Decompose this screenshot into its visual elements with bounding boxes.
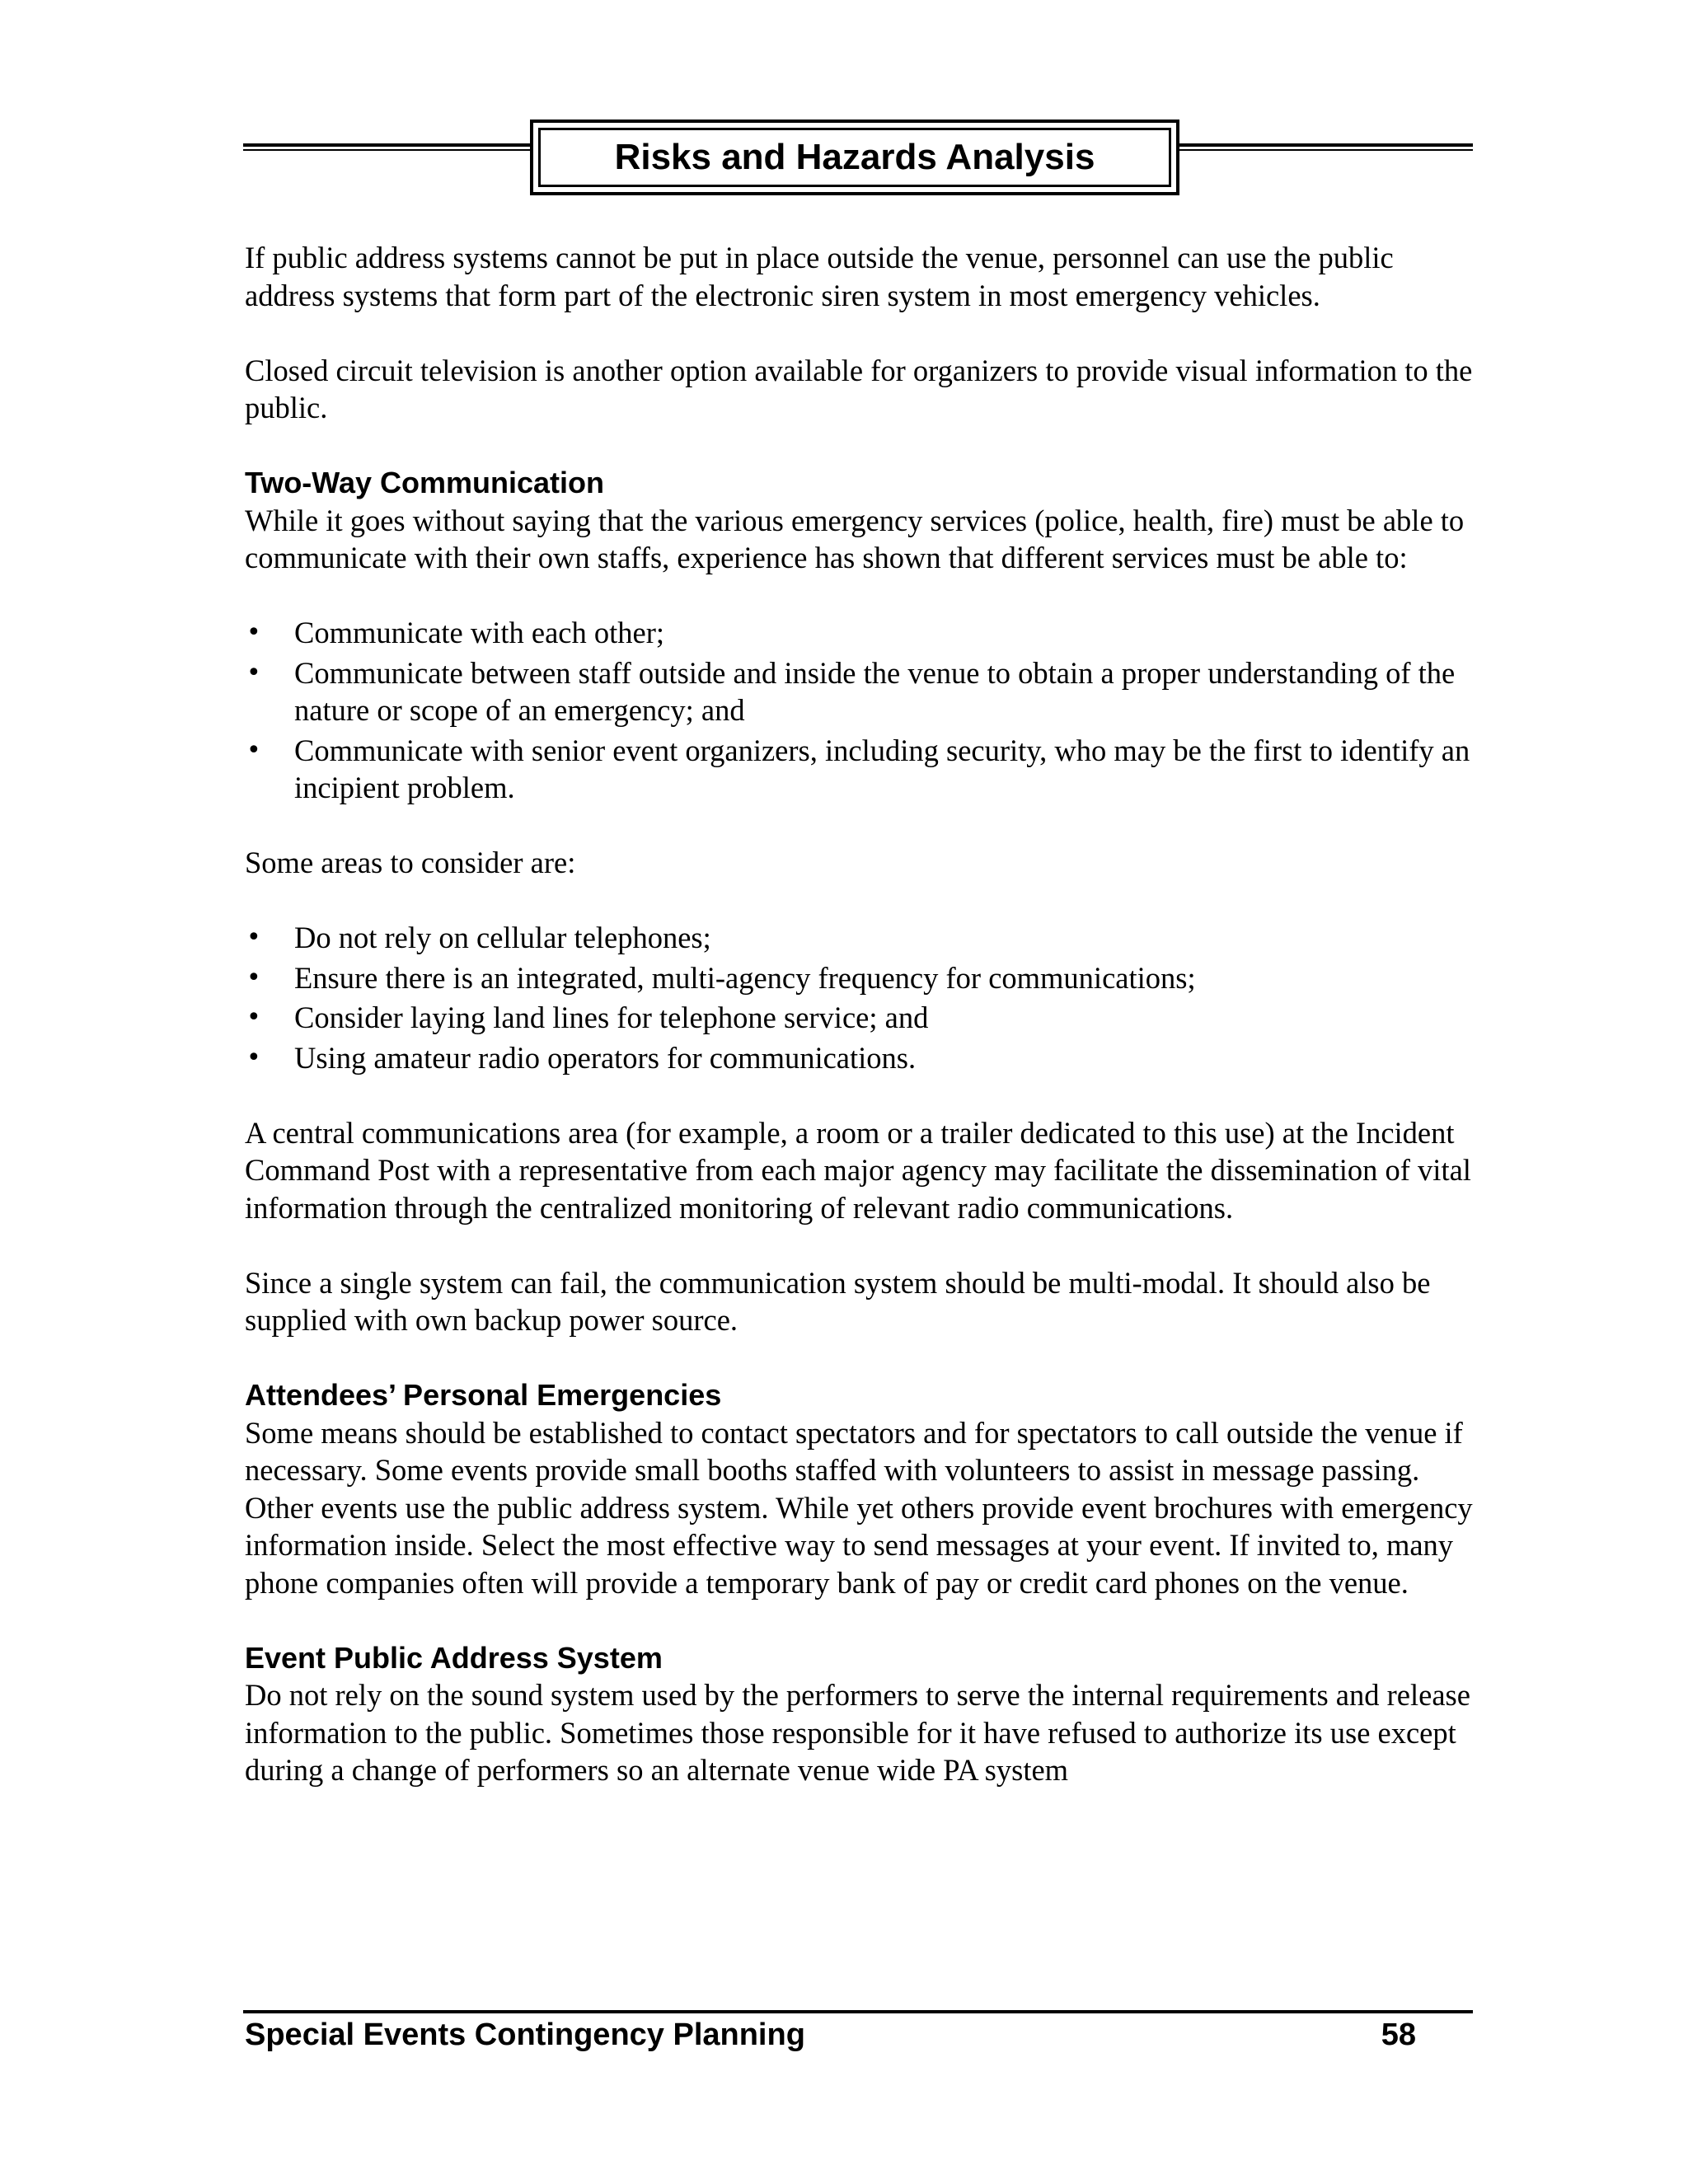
header-title-box [530, 120, 1179, 195]
paragraph-personal-emergencies: Some means should be established to contact spectators and for spectators to call outside the venue if necessary. Some events provide small booths staffed with volunteers to assist in message passing. Other events use the public address system. While yet others provide event brochures with emergency information inside. Select the most effective way to send messages at your event. If invited to, many phone companies often will provide a temporary bank of pay or credit card phones on the venue. [245, 1415, 1473, 1600]
paragraph-cctv: Closed circuit television is another option available for organizers to provide visual information to the public. [245, 353, 1473, 424]
list-item: • Ensure there is an integrated, multi-agency frequency for communications; [245, 959, 1473, 997]
page-title: Risks and Hazards Analysis [538, 128, 1171, 187]
paragraph-areas-intro: Some areas to consider are: [245, 846, 576, 879]
list-areas-to-consider [245, 919, 1473, 1076]
footer-title: Special Events Contingency Planning [245, 2018, 805, 2052]
footer-rule [243, 2010, 1473, 2013]
bullet-icon: • [246, 963, 261, 992]
list-item: • Using amateur radio operators for communications. [245, 1039, 1473, 1077]
bullet-icon: • [246, 658, 261, 687]
paragraph-two-way-intro: While it goes without saying that the various emergency services (police, health, fire) must be able to communicate with their own staffs, experience has shown that different services must be able to: [245, 503, 1465, 574]
paragraph-public-address-system: Do not rely on the sound system used by the performers to serve the internal requirements and release information to the public. Sometimes those responsible for it have refused to authorize its use except during a change of performers so an alternate venue wide PA system [245, 1678, 1470, 1787]
document-body [245, 239, 1473, 1826]
list-item: • Do not rely on cellular telephones; [245, 919, 1473, 957]
heading-two-way-communication: Two-Way Communication [245, 466, 604, 499]
paragraph-central-communications: A central communications area (for example, a room or a trailer dedicated to this use) at the Incident Command Post with a representative from each major agency may facilitate the dissemination of vital information through the centralized monitoring of relevant radio communications. [245, 1115, 1471, 1225]
list-item: • Consider laying land lines for telephone service; and [245, 999, 1473, 1037]
bullet-icon: • [246, 1003, 261, 1032]
header-rule-left [243, 143, 530, 151]
page-number: 58 [1381, 2018, 1416, 2052]
list-services-must [245, 614, 1473, 807]
list-item: • Communicate between staff outside and inside the venue to obtain a proper understanding of the nature or scope of an emergency; and [246, 655, 1456, 727]
list-item: • Communicate with senior event organizers, including security, who may be the first to identify an incipient problem. [246, 733, 1470, 804]
bullet-icon: • [246, 923, 261, 952]
bullet-icon: • [246, 1043, 261, 1072]
bullet-icon: • [246, 735, 261, 765]
heading-public-address-system: Event Public Address System [245, 1640, 663, 1675]
bullet-icon: • [246, 618, 261, 647]
paragraph-multi-modal: Since a single system can fail, the communication system should be multi-modal. It should also be supplied with own backup power source. [245, 1265, 1431, 1337]
header-rule-right [1179, 143, 1473, 151]
heading-personal-emergencies: Attendees’ Personal Emergencies [245, 1378, 722, 1412]
list-item: • Communicate with each other; [245, 614, 1473, 652]
paragraph-pa-systems: If public address systems cannot be put in place outside the venue, personnel can use the public address systems that form part of the electronic siren system in most emergency vehicles. [245, 241, 1394, 312]
